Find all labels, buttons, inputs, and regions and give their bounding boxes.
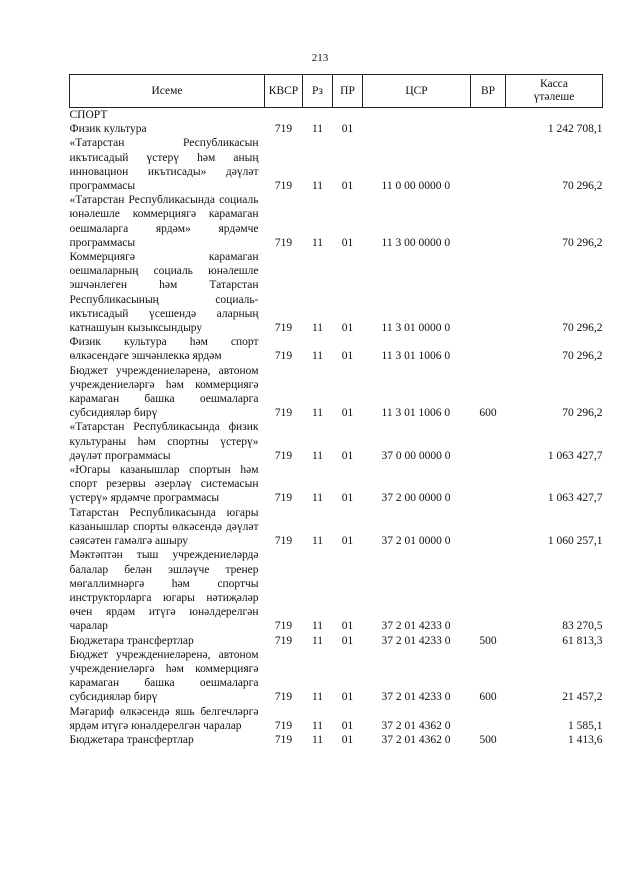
table-row: [70, 364, 603, 421]
budget-table: [69, 74, 603, 747]
row-amount: 70 296,2: [562, 350, 603, 363]
row-vr: 500: [479, 733, 497, 746]
row-kvsr: 719: [274, 322, 293, 335]
table-row: [70, 648, 603, 705]
row-amount: 1 060 257,1: [547, 535, 603, 548]
table-row: [70, 634, 603, 648]
row-vr: [471, 705, 506, 733]
row-amount: 70 296,2: [562, 180, 603, 193]
row-csr: 37 2 01 4233 0: [381, 620, 451, 633]
row-csr: 11 3 01 1006 0: [381, 407, 451, 420]
row-vr: [471, 335, 506, 363]
row-name: Коммерциягә карамаган оешмаларның социаль юнәлешле эшчәнлеген һәм Татарстан Республикасының социаль-икътисадый үсешендә аларның катнашуын кызыксындыру: [69, 251, 259, 335]
row-pr: 01: [341, 350, 354, 363]
row-rz: 11: [311, 449, 324, 462]
row-pr: 01: [341, 492, 354, 505]
row-rz: 11: [311, 407, 324, 420]
row-rz: 11: [311, 350, 324, 363]
row-vr: [471, 506, 506, 549]
row-csr: 11 3 00 0000 0: [381, 236, 451, 249]
row-name: «Югары казанышлар спортын һәм спорт резервы әзерләү системасын үстерү» ярдәмче программасы: [69, 464, 259, 505]
row-vr: 600: [479, 407, 497, 420]
table-row: [70, 463, 603, 506]
row-pr: 01: [341, 407, 354, 420]
table-row: [70, 122, 603, 136]
table-row: [70, 506, 603, 549]
table-body: [70, 108, 603, 748]
row-kvsr: 719: [274, 634, 293, 647]
row-name: Бюджет учреждениеләренә, автоном учреждениеләргә һәм коммерциягә карамаган башка оешмаларга субсидияләр бирү: [69, 648, 259, 704]
table-row: [70, 193, 603, 250]
row-kvsr: 719: [274, 236, 293, 249]
row-kvsr: 719: [274, 180, 293, 193]
table-row: [70, 136, 603, 193]
row-vr: 500: [479, 634, 497, 647]
row-rz: 11: [311, 180, 324, 193]
row-csr: 37 0 00 0000 0: [381, 449, 451, 462]
row-pr: 01: [341, 634, 354, 647]
row-rz: 11: [311, 691, 324, 704]
row-name: Мәктәптән тыш учреждениеләрдә балалар белән эшләүче тренер мөгаллимнәргә һәм спортчы инструкторларга югары нәтиҗәләр өчен ярдәм итүгә юнәлдерелгән чаралар: [69, 549, 259, 633]
row-vr: [471, 136, 506, 193]
row-rz: 11: [311, 733, 324, 746]
row-name: «Татарстан Республикасында физик культураны һәм спортны үстерү» дәүләт программасы: [69, 421, 259, 462]
row-amount: 70 296,2: [562, 407, 603, 420]
row-amount: 21 457,2: [562, 691, 603, 704]
row-name: Татарстан Республикасында югары казанышлар спорты өлкәсендә дәүләт сәясәтен гамәлгә ашыру: [69, 506, 259, 548]
row-name: Физик культура һәм спорт өлкәсендәге эшчәнлеккә ярдәм: [69, 336, 259, 363]
section-row: [70, 108, 603, 123]
table-row: [70, 548, 603, 633]
row-kvsr: 719: [274, 123, 293, 136]
row-rz: 11: [311, 620, 324, 633]
table-row: [70, 335, 603, 363]
row-rz: 11: [311, 719, 324, 732]
row-csr: 37 2 01 4233 0: [381, 634, 451, 647]
row-kvsr: 719: [274, 733, 293, 746]
row-vr: [471, 463, 506, 506]
row-vr: [471, 548, 506, 633]
row-kvsr: 719: [274, 620, 293, 633]
row-kvsr: 719: [274, 492, 293, 505]
row-amount: 1 242 708,1: [547, 123, 603, 136]
row-vr: [471, 193, 506, 250]
row-pr: 01: [341, 691, 354, 704]
row-pr: 01: [341, 322, 354, 335]
row-csr: 37 2 00 0000 0: [381, 492, 451, 505]
row-csr: 37 2 01 4362 0: [381, 719, 451, 732]
row-name: «Татарстан Республикасын икътисадый үстерү һәм аның инновацион икътисады» дәүләт программасы: [69, 137, 259, 193]
header-amount: [506, 75, 603, 108]
row-amount: 83 270,5: [562, 620, 603, 633]
row-kvsr: 719: [274, 719, 293, 732]
row-name: Мәгариф өлкәсендә яшь белгечләргә ярдәм итүгә юнәлдерелгән чаралар: [69, 705, 259, 732]
row-pr: 01: [341, 733, 354, 746]
row-name: Бюджетара трансфертлар: [69, 733, 194, 746]
row-rz: 11: [311, 535, 324, 548]
row-pr: 01: [341, 620, 354, 633]
row-vr: 600: [479, 691, 497, 704]
row-name: Физик культура: [69, 123, 147, 136]
row-kvsr: 719: [274, 449, 293, 462]
row-pr: 01: [341, 719, 354, 732]
row-csr: 11 3 01 0000 0: [381, 322, 451, 335]
section-title: СПОРТ: [69, 109, 108, 121]
table-row: [70, 250, 603, 335]
row-rz: 11: [311, 492, 324, 505]
row-amount: 1 585,1: [568, 719, 603, 732]
row-kvsr: 719: [274, 691, 293, 704]
row-csr: 37 2 01 0000 0: [381, 535, 451, 548]
row-rz: 11: [311, 236, 324, 249]
row-pr: 01: [341, 449, 354, 462]
row-csr: 11 0 00 0000 0: [381, 180, 451, 193]
row-pr: 01: [341, 535, 354, 548]
page-number: 213: [311, 52, 329, 64]
header-name: Исеме: [70, 75, 265, 108]
row-vr: [471, 122, 506, 136]
row-csr: 11 3 01 1006 0: [381, 350, 451, 363]
header-csr: ЦСР: [363, 75, 471, 108]
header-kvsr: КВСР: [265, 75, 303, 108]
row-amount: 70 296,2: [562, 322, 603, 335]
row-amount: 1 063 427,7: [547, 492, 603, 505]
row-pr: 01: [341, 180, 354, 193]
header-vr: ВР: [471, 75, 506, 108]
table-row: [70, 733, 603, 747]
row-amount: 1 063 427,7: [547, 449, 603, 462]
row-amount: 61 813,3: [562, 634, 603, 647]
table-row: [70, 705, 603, 733]
row-amount: 1 413,6: [568, 733, 603, 746]
row-csr: 37 2 01 4362 0: [381, 733, 451, 746]
row-name: Бюджет учреждениеләренә, автоном учреждениеләргә һәм коммерциягә карамаган башка оешмаларга субсидияләр бирү: [69, 364, 259, 420]
header-amount-line2: үтәлеше: [533, 91, 575, 103]
table-header: [70, 75, 603, 108]
row-pr: 01: [341, 236, 354, 249]
table-row: [70, 420, 603, 463]
row-vr: [471, 250, 506, 335]
row-rz: 11: [311, 634, 324, 647]
row-kvsr: 719: [274, 407, 293, 420]
row-name: «Татарстан Республикасында социаль юнәлешле коммерциягә карамаган оешмаларга ярдәм» ярдәмче программасы: [69, 194, 259, 249]
header-amount-line1: Касса: [539, 78, 569, 90]
row-rz: 11: [311, 123, 324, 136]
header-rz: Рз: [303, 75, 333, 108]
row-amount: 70 296,2: [562, 236, 603, 249]
row-name: Бюджетара трансфертлар: [69, 634, 194, 647]
row-kvsr: 719: [274, 535, 293, 548]
row-kvsr: 719: [274, 350, 293, 363]
header-pr: ПР: [333, 75, 363, 108]
row-csr: [363, 122, 471, 136]
row-vr: [471, 420, 506, 463]
row-pr: 01: [341, 123, 354, 136]
row-rz: 11: [311, 322, 324, 335]
row-csr: 37 2 01 4233 0: [381, 691, 451, 704]
